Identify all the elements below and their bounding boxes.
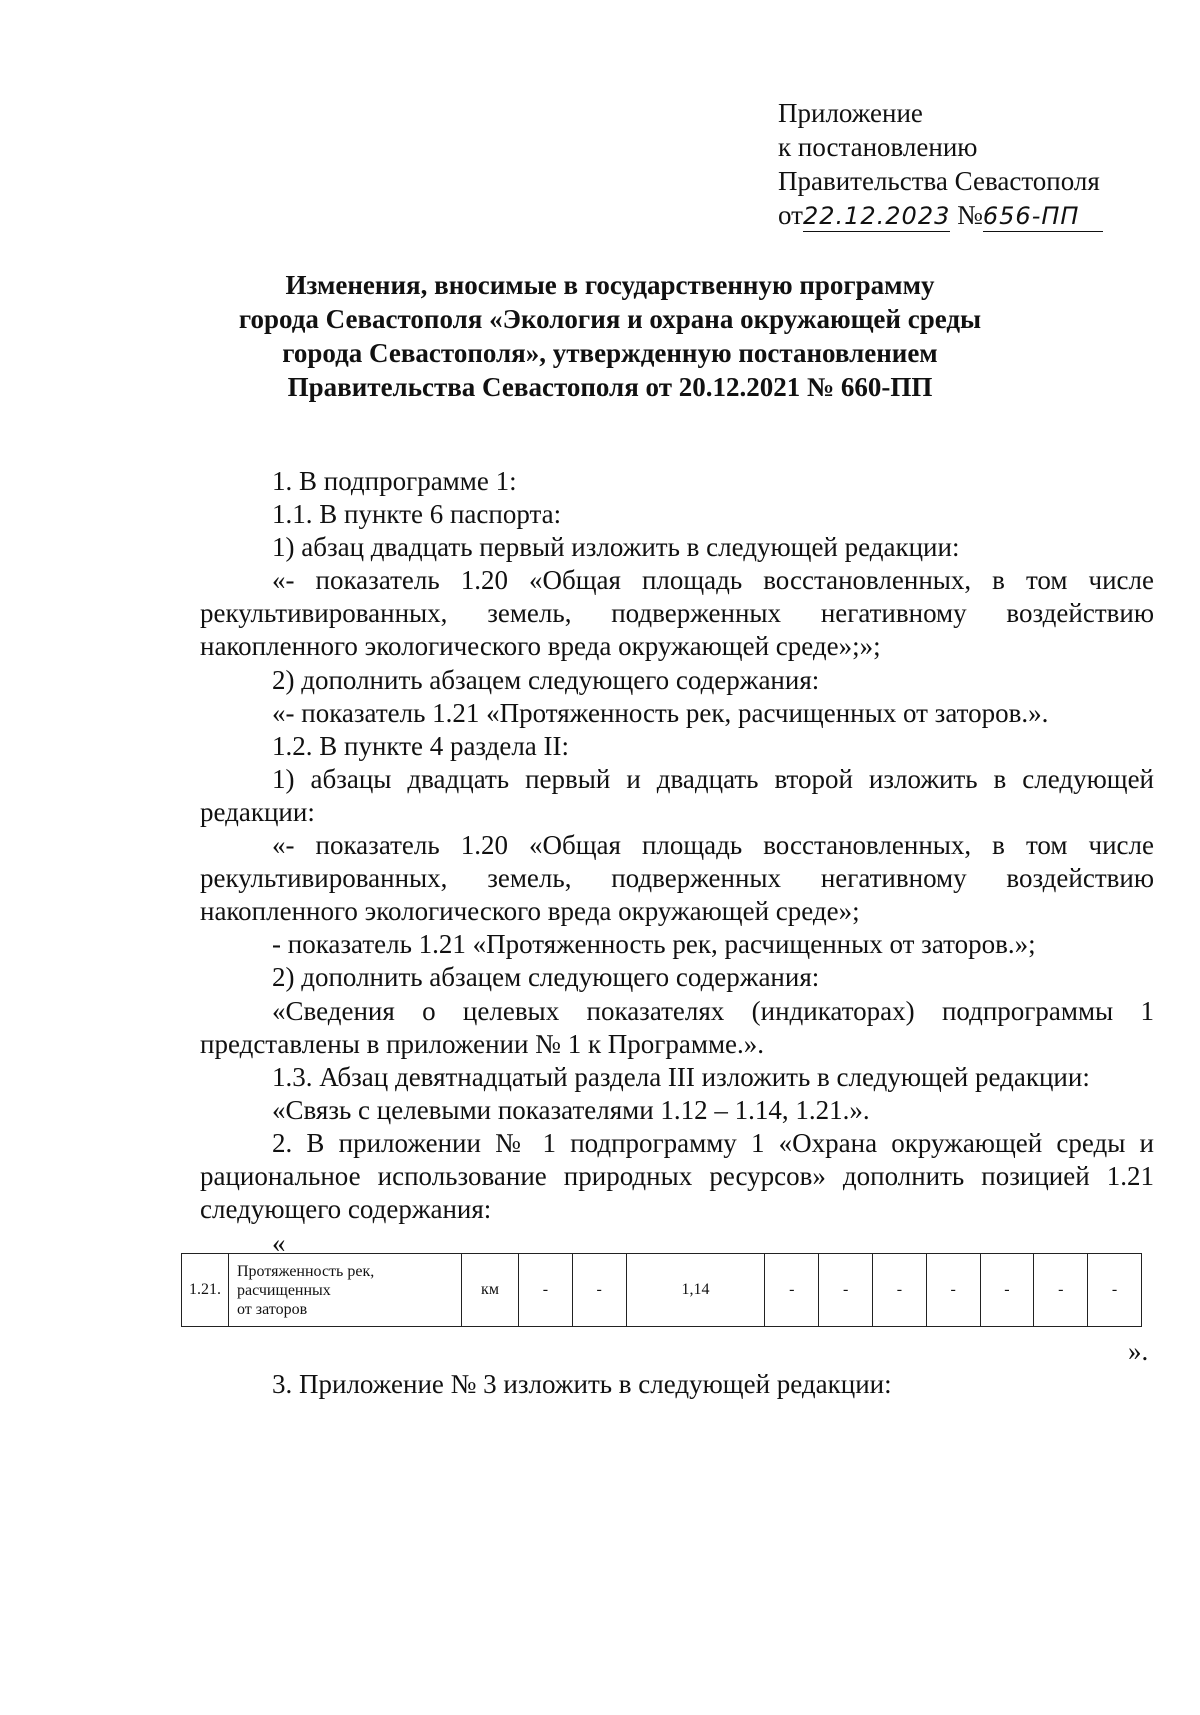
title-line-4: Правительства Севастополя от 20.12.2021 № 660-ПП — [287, 372, 933, 402]
paragraph-7: 1.2. В пункте 4 раздела II: — [272, 730, 570, 761]
paragraph-3: 1) абзац двадцать первый изложить в следующей редакции: — [272, 532, 960, 563]
paragraph-13: 1.3. Абзац девятнадцатый раздела III изложить в следующей редакции: — [272, 1061, 1090, 1092]
paragraph-14: «Связь с целевыми показателями 1.12 – 1.14, 1.21.». — [272, 1094, 870, 1125]
handwritten-number: 656-ПП — [983, 201, 1103, 232]
closing-quote: ». — [1128, 1336, 1149, 1366]
row-name — [229, 1254, 462, 1327]
row-value: - — [819, 1254, 873, 1327]
row-value: - — [1088, 1254, 1142, 1327]
row-value: - — [1034, 1254, 1088, 1327]
paragraph-8: 1) абзацы двадцать первый и двадцать второй изложить в следующей редакции: — [200, 763, 1154, 827]
row-unit: км — [462, 1254, 519, 1327]
row-value: - — [873, 1254, 927, 1327]
date-prefix: от — [778, 200, 803, 230]
title-line-3: города Севастополя», утвержденную постановлением — [282, 338, 938, 368]
appendix-line-3: Правительства Севастополя — [778, 166, 1100, 196]
paragraph-11: 2) дополнить абзацем следующего содержания: — [272, 962, 820, 993]
row-value: - — [765, 1254, 819, 1327]
paragraph-15: 2. В приложении № 1 подпрограмму 1 «Охрана окружающей среды и рациональное использование природных ресурсов» дополнить позицией 1.21 следующего содержания: — [200, 1127, 1154, 1225]
row-value: - — [519, 1254, 573, 1327]
indicator-table — [181, 1253, 1142, 1327]
table-row — [182, 1254, 1142, 1327]
appendix-line-2: к постановлению — [778, 132, 978, 162]
handwritten-date: 22.12.2023 — [802, 202, 951, 230]
row-name-line: от заторов — [237, 1300, 308, 1318]
paragraph-10: - показатель 1.21 «Протяженность рек, расчищенных от заторов.»; — [272, 929, 1036, 960]
row-value: 1,14 — [626, 1254, 765, 1327]
title-line-1: Изменения, вносимые в государственную программу — [285, 270, 935, 300]
appendix-line-1: Приложение — [778, 98, 923, 128]
row-value: - — [926, 1254, 980, 1327]
appendix-header — [778, 96, 1178, 232]
title-line-2: города Севастополя «Экология и охрана окружающей среды — [238, 304, 982, 334]
opening-quote: « — [272, 1228, 286, 1258]
document-title — [200, 268, 1020, 404]
row-name-line: расчищенных — [237, 1281, 331, 1299]
paragraph-4: «- показатель 1.20 «Общая площадь восстановленных, в том числе рекультивированных, земель, подверженных негативному воздействию накопленного экологического вреда окружающей среде»;»; — [200, 565, 1154, 662]
document-body — [200, 465, 1154, 1226]
row-number: 1.21. — [182, 1254, 229, 1327]
appendix-date-line — [778, 198, 1178, 232]
row-value: - — [980, 1254, 1034, 1327]
paragraph-6: «- показатель 1.21 «Протяженность рек, расчищенных от заторов.». — [272, 697, 1049, 728]
paragraph-1: 1. В подпрограмме 1: — [272, 466, 517, 496]
row-name-line: Протяженность рек, — [237, 1262, 375, 1280]
paragraph-final: 3. Приложение № 3 изложить в следующей редакции: — [272, 1369, 892, 1399]
paragraph-9: «- показатель 1.20 «Общая площадь восстановленных, в том числе рекультивированных, земель, подверженных негативному воздействию накопленного экологического вреда окружающей среде»; — [200, 830, 1154, 927]
paragraph-12: «Сведения о целевых показателях (индикаторах) подпрограммы 1 представлены в приложении № 1 к Программе.». — [200, 995, 1154, 1059]
number-prefix: № — [957, 200, 983, 230]
paragraph-5: 2) дополнить абзацем следующего содержания: — [272, 664, 820, 695]
row-value: - — [572, 1254, 626, 1327]
paragraph-2: 1.1. В пункте 6 паспорта: — [272, 499, 562, 530]
